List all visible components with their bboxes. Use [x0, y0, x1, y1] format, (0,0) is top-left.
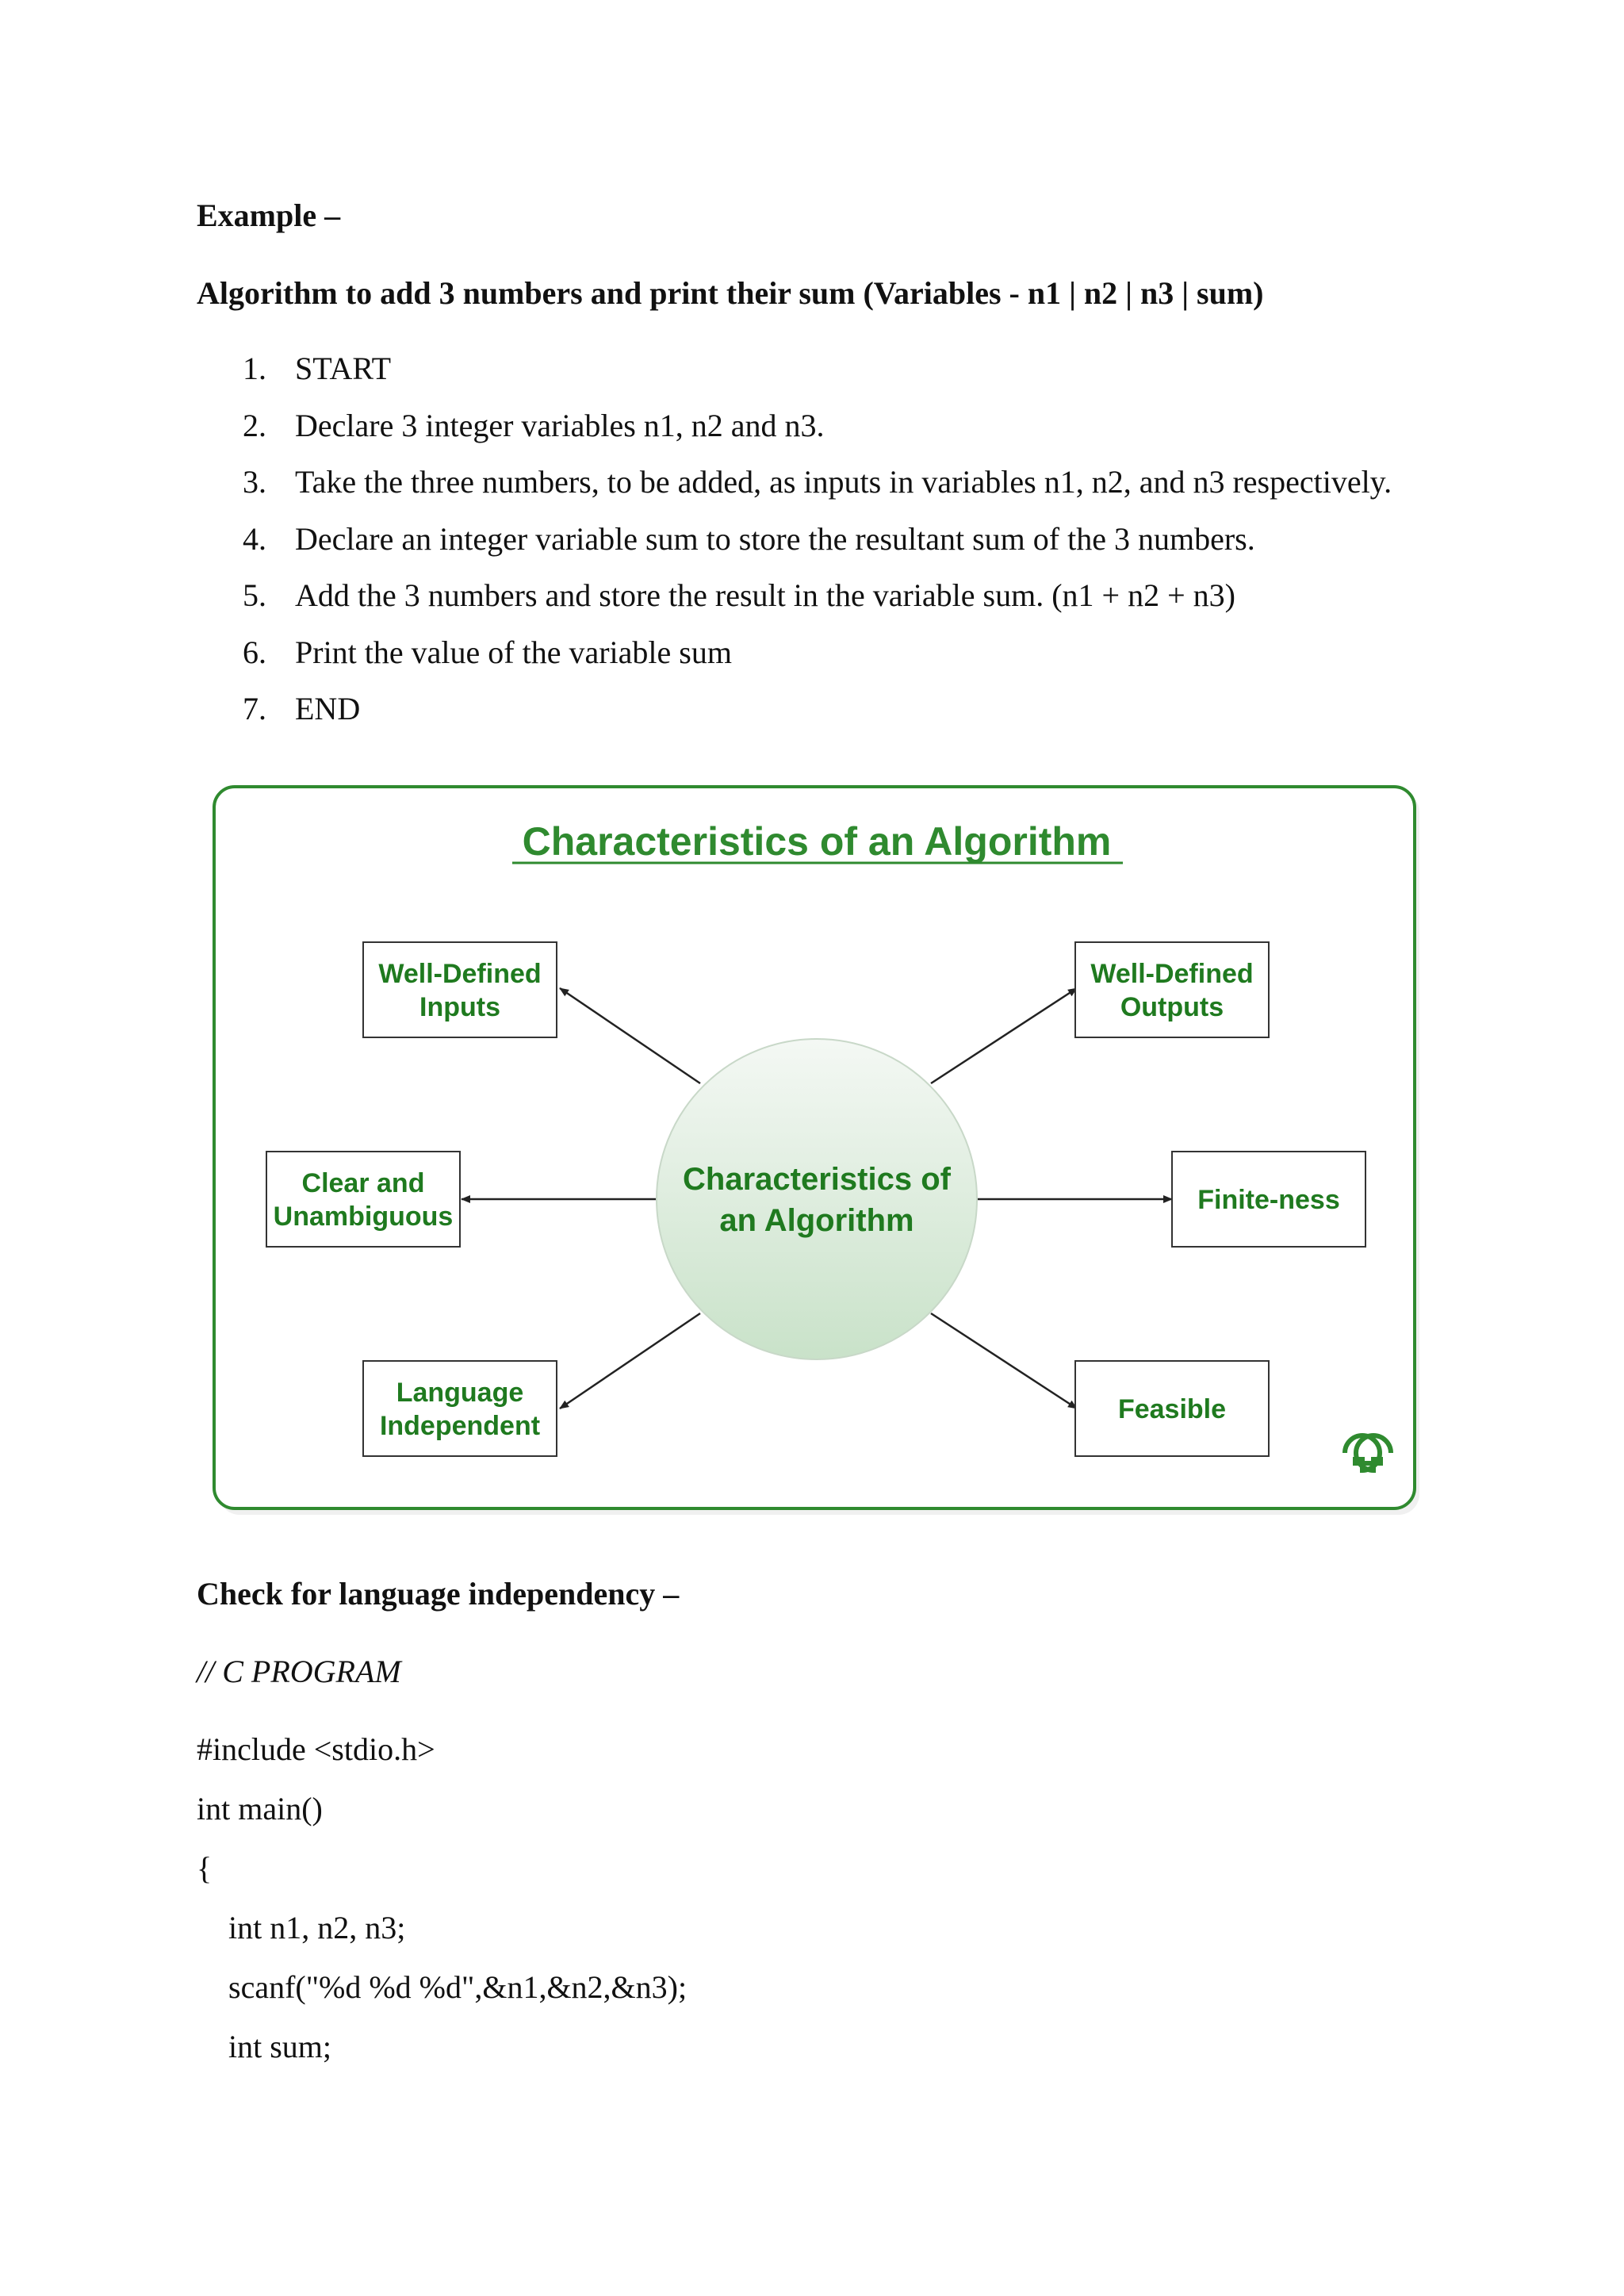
center-label-line1: Characteristics of — [683, 1162, 951, 1197]
node-clear-and-unambiguous — [266, 1152, 460, 1247]
svg-text:Language: Language — [396, 1378, 524, 1408]
heading-algorithm-title: Algorithm to add 3 numbers and print their sum (Variables - n1 | n2 | n3 | sum) — [197, 275, 1264, 311]
code-line: int sum; — [228, 2029, 332, 2064]
step-item: 6. Print the value of the variable sum — [243, 634, 732, 670]
code-comment: // C PROGRAM — [197, 1654, 401, 1689]
node-finite-ness — [1172, 1152, 1365, 1247]
svg-text:Outputs: Outputs — [1120, 992, 1224, 1022]
svg-text:Well-Defined: Well-Defined — [1090, 959, 1254, 989]
step-item: 3. Take the three numbers, to be added, as inputs in variables n1, n2, and n3 respectively. — [243, 464, 1392, 500]
step-item: 1. START — [243, 351, 392, 386]
step-item: 4. Declare an integer variable sum to store the resultant sum of the 3 numbers. — [243, 520, 1255, 557]
svg-text:Inputs: Inputs — [419, 992, 500, 1022]
node-well-defined-inputs — [363, 942, 557, 1037]
svg-text:Unambiguous: Unambiguous — [273, 1202, 454, 1232]
code-line: int n1, n2, n3; — [228, 1910, 406, 1945]
svg-text:Feasible: Feasible — [1117, 1394, 1227, 1424]
node-feasible — [1075, 1361, 1269, 1456]
svg-text:Finite-ness: Finite-ness — [1197, 1185, 1340, 1215]
node-well-defined-outputs — [1075, 942, 1269, 1037]
algorithm-steps-list — [243, 349, 1392, 746]
code-line: { — [197, 1850, 213, 1886]
svg-text:Independent: Independent — [379, 1411, 541, 1441]
center-circle — [657, 1039, 977, 1359]
code-line: scanf("%d %d %d",&n1,&n2,&n3); — [228, 1969, 688, 2005]
step-item: 2. Declare 3 integer variables n1, n2 and n3. — [243, 407, 825, 443]
step-item: 5. Add the 3 numbers and store the result in the variable sum. (n1 + n2 + n3) — [243, 577, 1235, 613]
svg-text:Well-Defined: Well-Defined — [378, 959, 542, 989]
node-language-independent — [363, 1361, 557, 1456]
code-line: int main() — [197, 1791, 323, 1826]
center-label-line2: an Algorithm — [719, 1203, 914, 1238]
step-item: 7. END — [243, 691, 361, 726]
svg-text:Clear and: Clear and — [301, 1168, 425, 1198]
code-line: #include <stdio.h> — [197, 1731, 435, 1767]
heading-language-independency: Check for language independency – — [197, 1576, 680, 1612]
heading-example: Example – — [197, 197, 341, 233]
diagram-title: Characteristics of an Algorithm — [522, 819, 1112, 864]
characteristics-diagram — [211, 784, 1424, 1520]
